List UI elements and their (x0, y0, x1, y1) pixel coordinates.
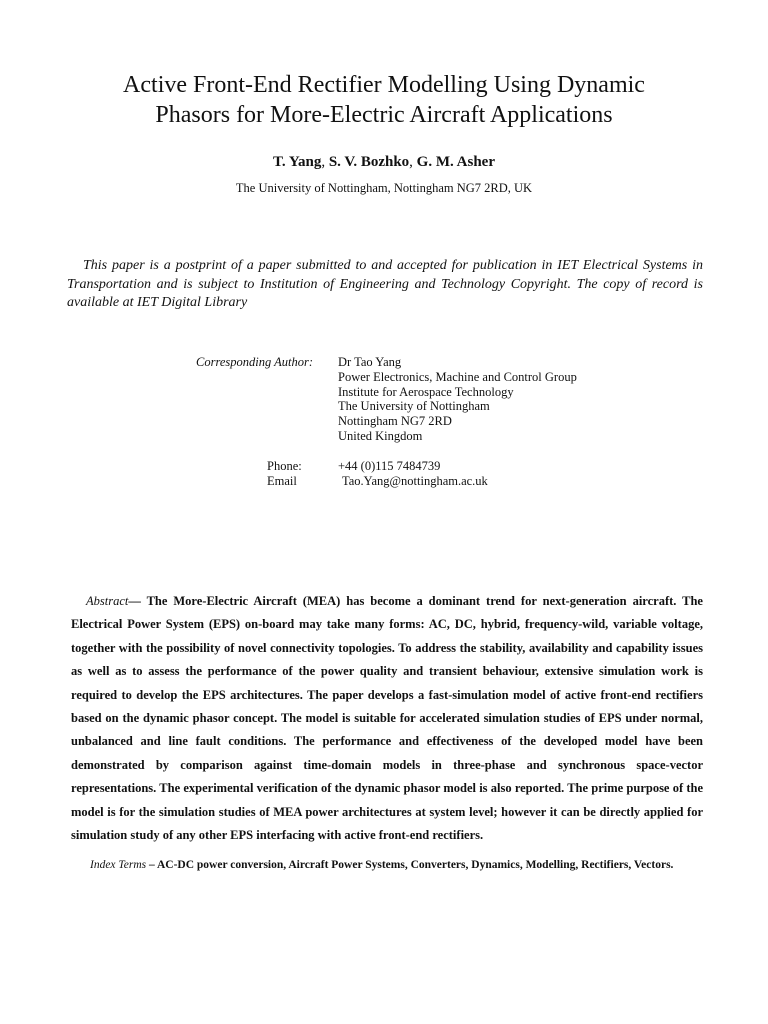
paper-title (40, 70, 728, 130)
phone-value: +44 (0)115 7484739 (338, 459, 441, 473)
postprint-note: This paper is a postprint of a paper submitted to and accepted for publication in IET Electrical Systems in Transportation and is subject to Institution of Engineering and Technology Copyright. The copy of record is available at IET Digital Library (67, 258, 703, 310)
abstract-label: Abstract (86, 594, 129, 608)
email-label: Email (267, 474, 297, 488)
index-terms-text: – AC-DC power conversion, Aircraft Power Systems, Converters, Dynamics, Modelling, Rectifiers, Vectors. (146, 859, 674, 871)
contact-line: United Kingdom (338, 428, 423, 443)
contact-line: Dr Tao Yang (338, 355, 402, 369)
phone-label: Phone: (267, 459, 302, 473)
index-terms (90, 859, 673, 871)
contact-line: Nottingham NG7 2RD (338, 414, 452, 429)
contact-line: The University of Nottingham (338, 399, 490, 414)
paper-title-line-2: Phasors for More-Electric Aircraft Applications (155, 102, 613, 128)
author-name: S. V. Bozhko (328, 154, 410, 170)
affiliation: The University of Nottingham, Nottingham NG7 2RD, UK (235, 181, 533, 195)
author-name: T. Yang (272, 154, 322, 170)
author-separator: , (321, 154, 329, 170)
contact-line: Institute for Aerospace Technology (338, 384, 514, 399)
email-value: Tao.Yang@nottingham.ac.uk (342, 474, 488, 488)
author-name: G. M. Asher (416, 154, 495, 170)
paper-title-line-1: Active Front-End Rectifier Modelling Using Dynamic (123, 72, 645, 98)
author-list (0, 154, 768, 171)
author-separator: , (409, 154, 417, 170)
abstract-dash: — (128, 594, 141, 608)
abstract-text: The More-Electric Aircraft (MEA) has become a dominant trend for next-generation aircraft. The Electrical Power System (EPS) on-board may take many forms: AC, DC, hybrid, frequency-wild, variable voltage, together with the possibility of novel connectivity topologies. To address the stability, availability and capability issues as well as to assess the performance of the power quality and transient behaviour, extensive simulation work is required to develop the EPS architectures. The paper develops a fast-simulation model of active front-end rectifiers based on the dynamic phasor concept. The model is suitable for accelerated simulation studies of EPS under normal, unbalanced and line fault conditions. The performance and effectiveness of the developed model have been demonstrated by comparison against time-domain models in three-phase and synchronous space-vector representations. The experimental verification of the dynamic phasor model is also reported. The prime purpose of the model is for the simulation studies of MEA power architectures at system level; however it can be directly applied for simulation study of any other EPS interfacing with active front-end rectifiers. (71, 594, 703, 843)
abstract (71, 590, 703, 847)
contact-line: Power Electronics, Machine and Control Group (338, 369, 577, 384)
corresponding-author-label: Corresponding Author: (196, 355, 314, 369)
index-terms-label: Index Terms (90, 859, 147, 871)
corresponding-author-details (338, 355, 577, 444)
